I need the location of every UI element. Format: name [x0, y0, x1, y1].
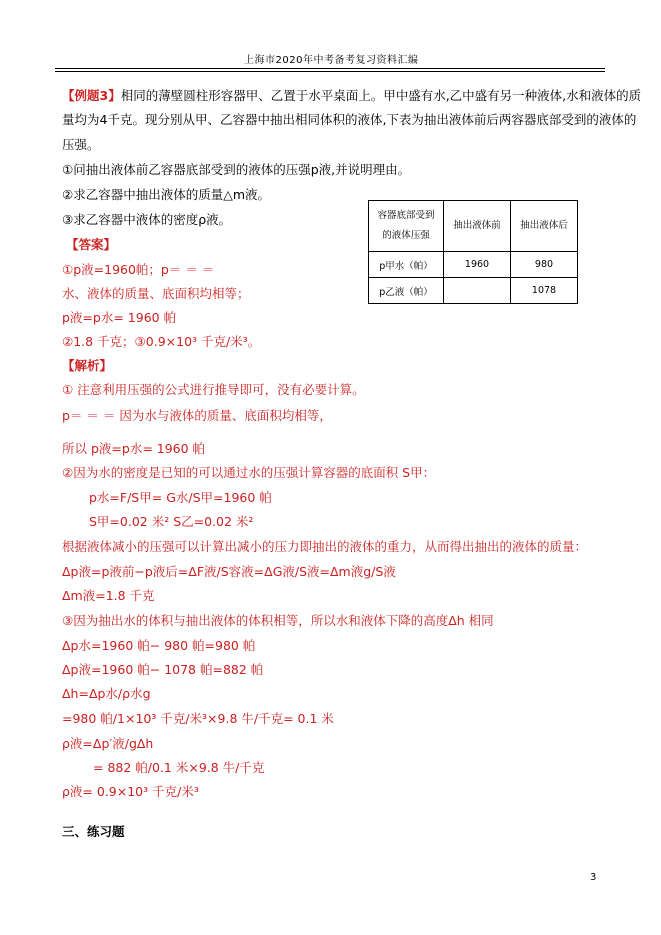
- analysis-line-10: ③因为抽出水的体积与抽出液体的体积相等，所以水和液体下降的高度Δh 相同: [62, 613, 494, 628]
- page-number: 3: [590, 872, 597, 883]
- question-1: ①问抽出液体前乙容器底部受到的液体的压强p液,并说明理由。: [62, 162, 411, 177]
- section-heading: 三、练习题: [62, 824, 125, 839]
- header-line-2: 的液体压强: [382, 230, 430, 241]
- header-rule-top: [55, 68, 605, 69]
- analysis-line-9: Δm液=1.8 千克: [62, 588, 155, 603]
- table-row: [369, 278, 578, 304]
- water-before: 1960: [444, 252, 511, 278]
- liquid-after: 1078: [511, 278, 578, 304]
- analysis-line-7: 根据液体减小的压强可以计算出减小的压力即抽出的液体的重力，从而得出抽出的液体的质量：: [62, 539, 588, 554]
- analysis-line-12: Δp液=1960 帕− 1078 帕=882 帕: [62, 662, 264, 677]
- table-header-cell: [369, 201, 444, 252]
- pressure-table: [368, 200, 578, 304]
- table-row: [369, 252, 578, 278]
- analysis-line-5: p水=F/S甲= G水/S甲=1960 帕: [89, 490, 272, 505]
- question-2: ②求乙容器中抽出液体的质量△m液。: [62, 187, 270, 202]
- analysis-line-3: 所以 p液=p水= 1960 帕: [62, 441, 206, 456]
- water-after: 980: [511, 252, 578, 278]
- liquid-before: [444, 278, 511, 304]
- analysis-line-16: = 882 帕/0.1 米×9.8 牛/千克: [93, 760, 265, 775]
- analysis-line-1: ① 注意利用压强的公式进行推导即可，没有必要计算。: [62, 382, 365, 397]
- header-line-1: 容器底部受到: [377, 210, 435, 221]
- question-3: ③求乙容器中液体的密度ρ液。: [62, 212, 232, 227]
- answer-title: 【答案】: [66, 237, 117, 252]
- example-line-1: [62, 86, 641, 104]
- page-header: 上海市2020年中考备考复习资料汇编: [244, 55, 419, 66]
- header-rule-bottom: [55, 71, 605, 72]
- analysis-title: 【解析】: [62, 358, 113, 373]
- row-label-water: p甲水（帕）: [369, 252, 444, 278]
- example-tag: 【例题3】: [62, 88, 121, 103]
- answer-line-2: 水、液体的质量、底面积均相等；: [62, 286, 250, 301]
- analysis-line-6: S甲=0.02 米² S乙=0.02 米²: [89, 514, 254, 529]
- answer-line-1: ①p液=1960帕；p＝ ＝ ＝: [62, 262, 215, 277]
- analysis-line-13: Δh=Δp水/ρ水g: [62, 686, 151, 701]
- analysis-line-4: ②因为水的密度是已知的可以通过水的压强计算容器的底面积 S甲：: [62, 465, 436, 480]
- table-header-row: [369, 201, 578, 252]
- analysis-line-17: ρ液= 0.9×10³ 千克/米³: [62, 784, 199, 799]
- row-label-liquid: p乙液（帕）: [369, 278, 444, 304]
- example-line-3: 压强。: [62, 137, 100, 152]
- analysis-line-15: ρ液=Δp′液/gΔh: [62, 736, 154, 751]
- table-header-before: 抽出液体前: [444, 201, 511, 252]
- analysis-line-2: p＝ ＝ ＝ 因为水与液体的质量、底面积均相等，: [62, 408, 332, 423]
- analysis-line-8: Δp液=p液前−p液后=ΔF液/S容液=ΔG液/S液=Δm液g/S液: [62, 564, 396, 579]
- answer-line-4: ②1.8 千克；③0.9×10³ 千克/米³。: [62, 334, 261, 349]
- table-header-after: 抽出液体后: [511, 201, 578, 252]
- answer-line-3: p液=p水= 1960 帕: [62, 310, 177, 325]
- analysis-line-14: =980 帕/1×10³ 千克/米³×9.8 牛/千克= 0.1 米: [62, 711, 334, 726]
- example-text-1: 相同的薄壁圆柱形容器甲、乙置于水平桌面上。甲中盛有水,乙中盛有另一种液体,水和液体的质: [120, 88, 642, 103]
- example-line-2: 量均为4千克。现分别从甲、乙容器中抽出相同体积的液体,下表为抽出液体前后两容器底部受到的液体的: [62, 112, 637, 127]
- analysis-line-11: Δp水=1960 帕− 980 帕=980 帕: [62, 638, 256, 653]
